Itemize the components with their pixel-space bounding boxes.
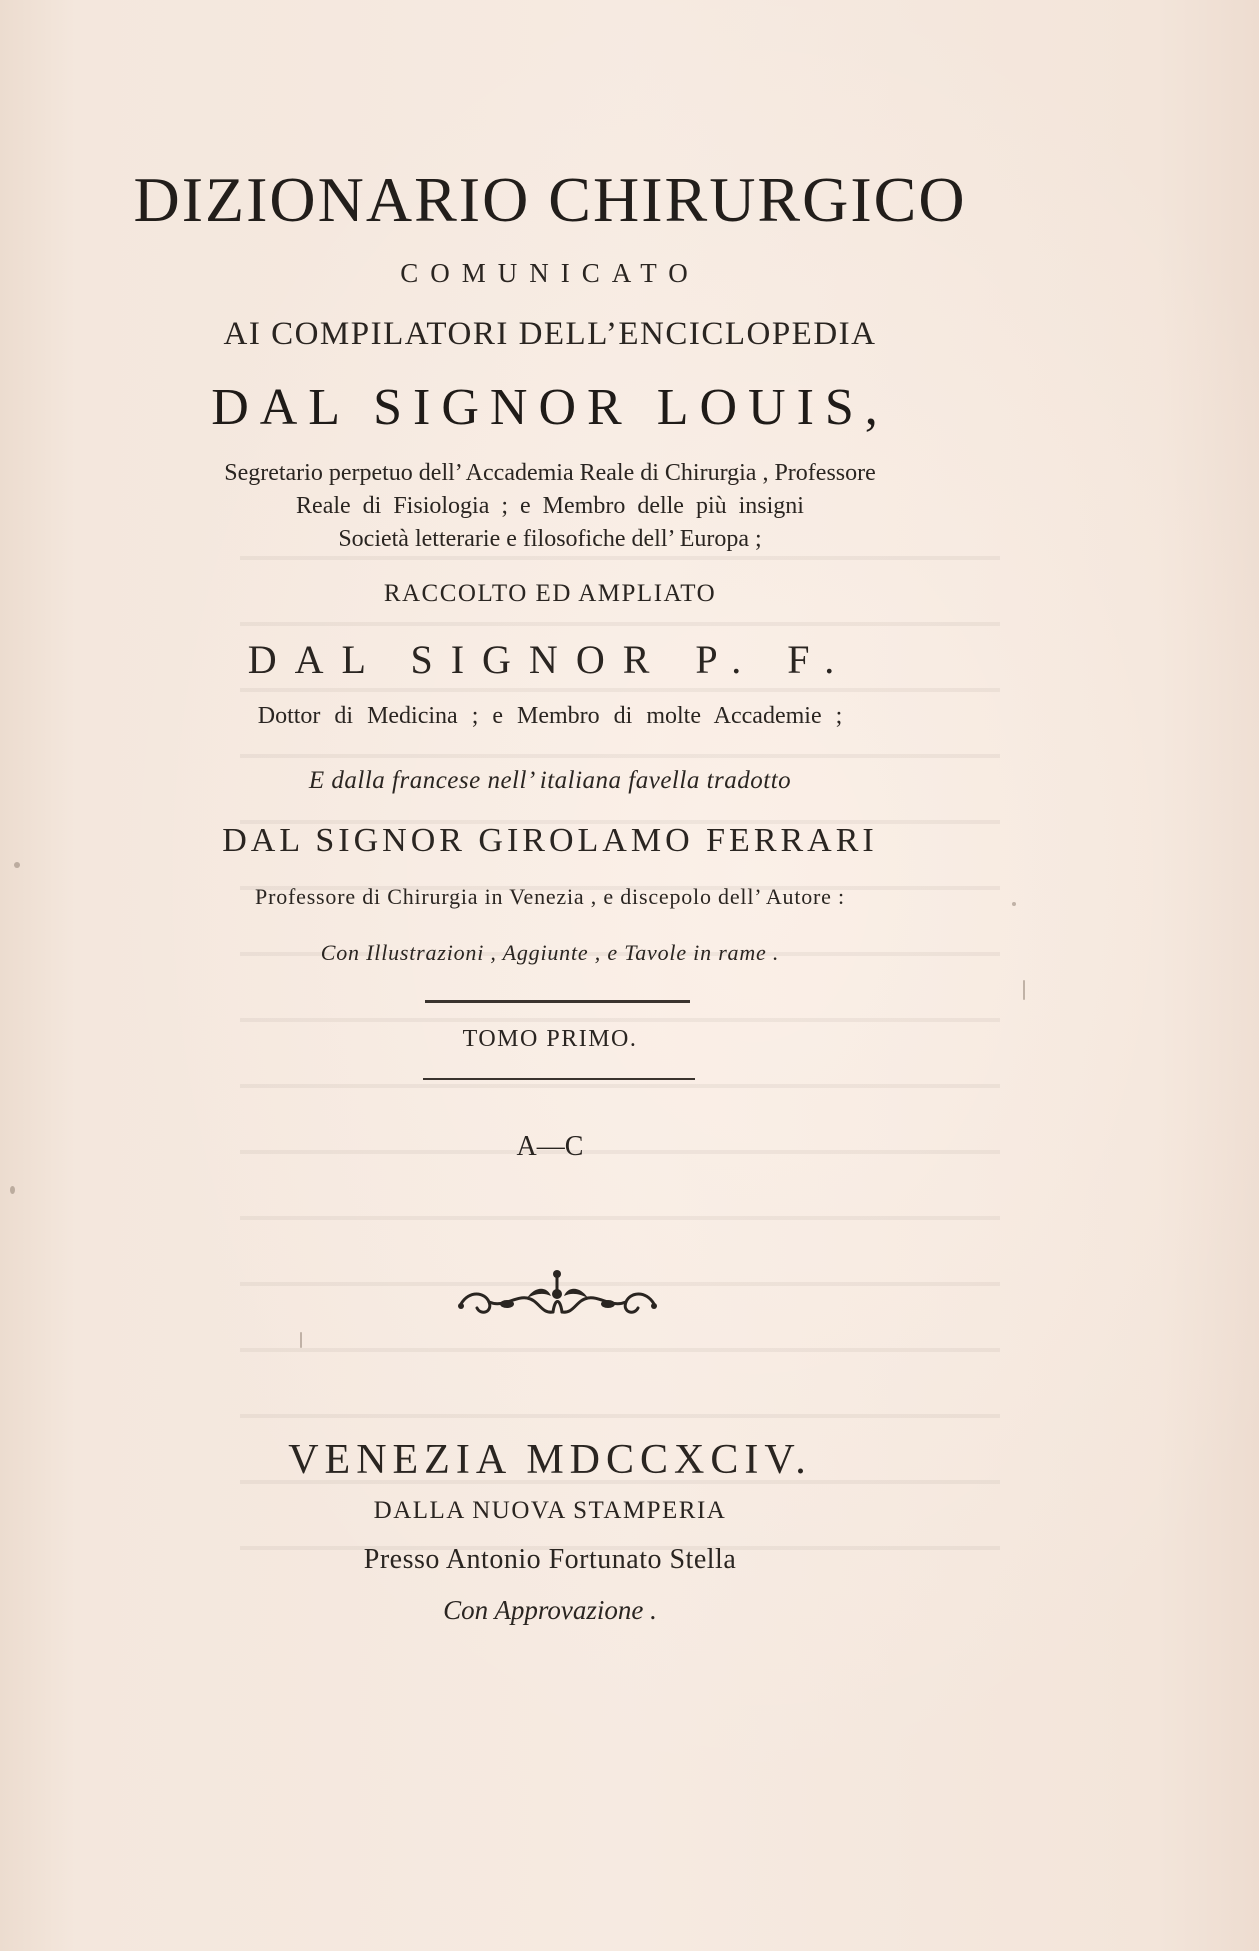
- translator-line: DAL SIGNOR GIROLAMO FERRARI: [222, 822, 878, 859]
- imprint-printer: Presso Antonio Fortunato Stella: [363, 1544, 737, 1575]
- translator-titles: Professore di Chirurgia in Venezia , e discepolo dell’ Autore :: [255, 884, 845, 909]
- paper-speck: [14, 862, 20, 868]
- author-titles-line-1: Segretario perpetuo dell’ Accademia Reale di Chirurgia , Professore: [224, 460, 876, 486]
- paper-speck: [300, 1332, 302, 1348]
- author-titles-line-2: Reale di Fisiologia ; e Membro delle più insigni: [296, 493, 804, 519]
- imprint-place-date: VENEZIA MDCCXCIV.: [288, 1437, 812, 1483]
- book-title: DIZIONARIO CHIRURGICO: [133, 164, 967, 235]
- paper-speck: [1023, 980, 1025, 1000]
- editor-line: DAL SIGNOR P. F.: [247, 637, 853, 682]
- letter-range: A—C: [516, 1131, 584, 1162]
- author-titles-line-3: Società letterarie e filosofiche dell’ Europa ;: [338, 526, 762, 552]
- author-line: DAL SIGNOR LOUIS,: [211, 379, 889, 436]
- translation-note: E dalla francese nell’ italiana favella tradotto: [308, 767, 792, 794]
- paper-speck: [1012, 902, 1016, 906]
- collected-line: RACCOLTO ED AMPLIATO: [383, 580, 717, 607]
- illustrations-line: Con Illustrazioni , Aggiunte , e Tavole in rame .: [320, 940, 780, 965]
- communicated-line: COMUNICATO: [400, 258, 700, 288]
- paper-speck: [10, 1186, 15, 1194]
- printers-ornament-scroll-icon: [455, 1268, 660, 1326]
- rule-above-volume: [425, 1000, 690, 1003]
- rule-below-volume: [423, 1078, 695, 1080]
- imprint-approval: Con Approvazione .: [443, 1595, 657, 1625]
- imprint-press: DALLA NUOVA STAMPERIA: [373, 1497, 727, 1524]
- compilers-line: AI COMPILATORI DELL’ENCICLOPEDIA: [223, 316, 877, 352]
- editor-titles-line: Dottor di Medicina ; e Membro di molte Accademie ;: [257, 703, 843, 729]
- volume-label: TOMO PRIMO.: [462, 1026, 638, 1052]
